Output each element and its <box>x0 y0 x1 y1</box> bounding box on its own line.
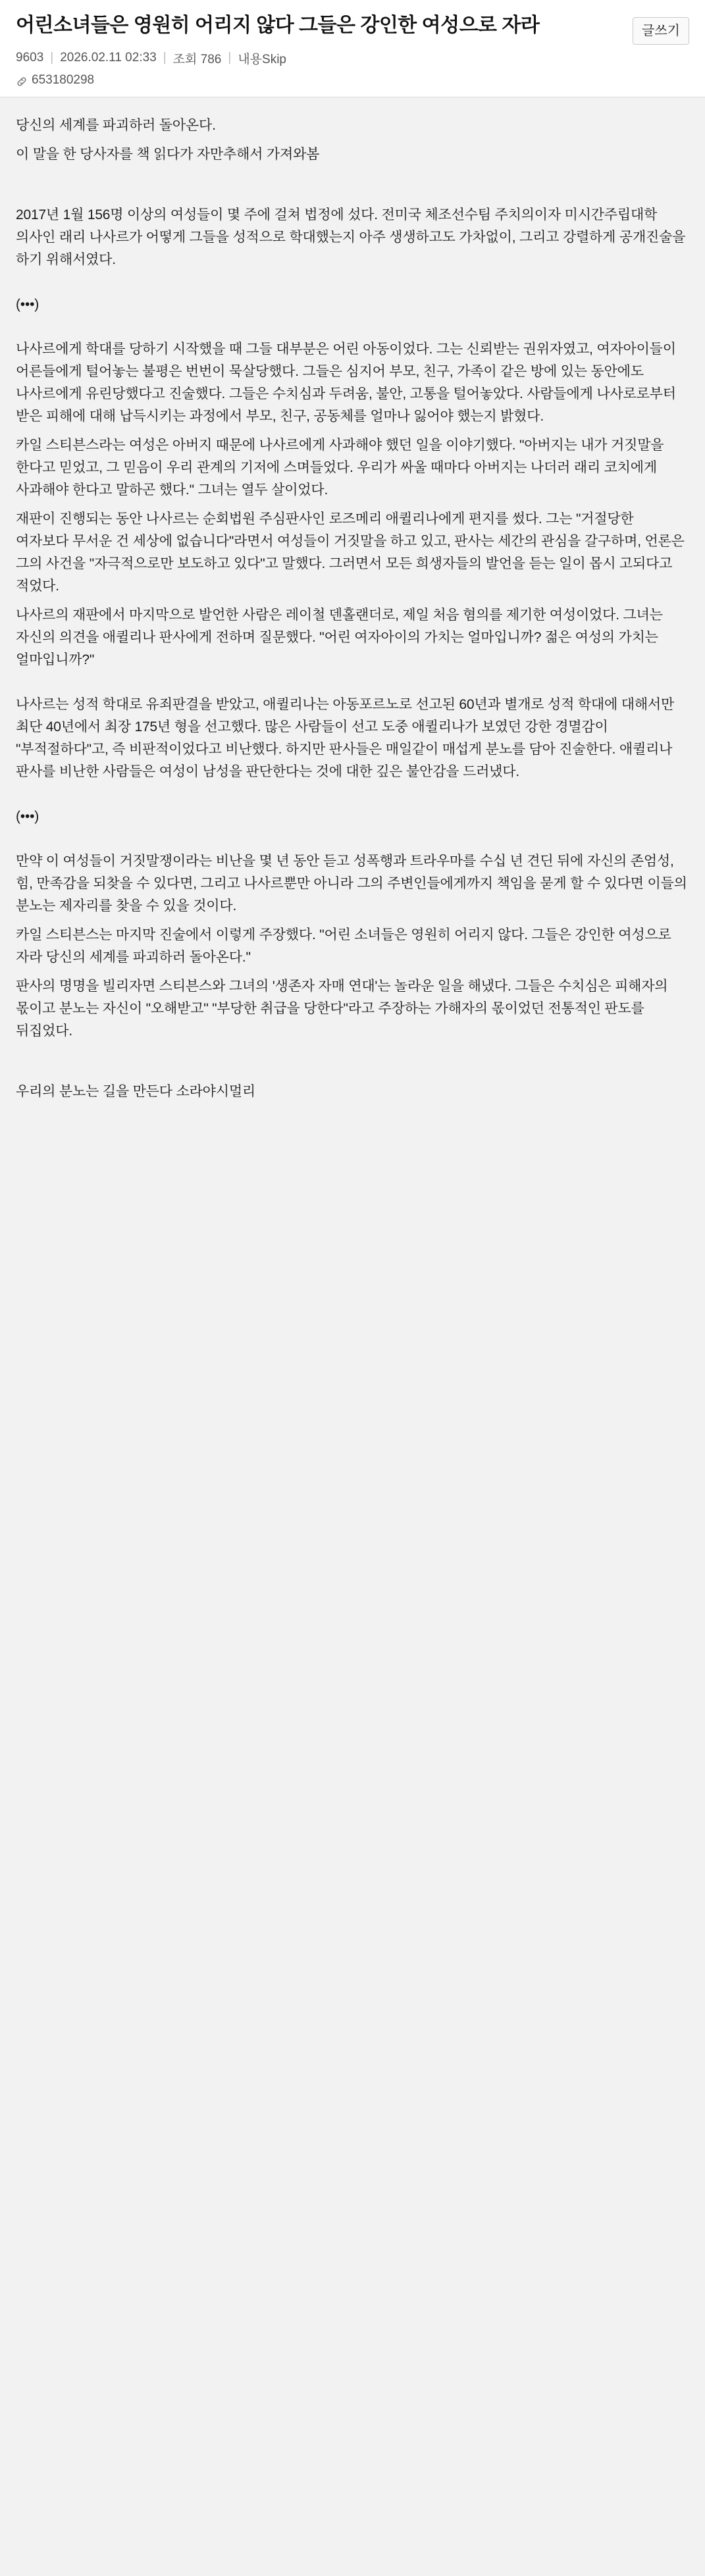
body-paragraph-3: 카일 스티븐스라는 여성은 아버지 때문에 나사르에게 사과해야 했던 일을 이야기했다. "아버지는 내가 거짓말을 한다고 믿었고, 그 믿음이 우리 관계의 기저에 스며들었다. 우리가 싸울 때마다 아버지는 나더러 래리 코치에게 사과해야 한다고 말하곤 했다." 그녀는 열두 살이었다. <box>16 437 664 498</box>
post-date: 2026.02.11 02:33 <box>60 51 157 65</box>
spacer <box>16 137 689 143</box>
intro-line-1: 당신의 세계를 파괴하러 돌아온다. <box>16 117 216 133</box>
body-paragraph-8: 카일 스티븐스는 마지막 진술에서 이렇게 주장했다. "어린 소녀들은 영원히 어리지 않다. 그들은 강인한 여성으로 자라 당신의 세계를 파괴하러 돌아온다." <box>16 927 671 966</box>
body-paragraph-7: 만약 이 여성들이 거짓말쟁이라는 비난을 몇 년 동안 듣고 성폭행과 트라우마를 수십 년 견딘 뒤에 자신의 존엄성, 힘, 만족감을 되찾을 수 있다면, 그리고 나사르뿐만 아니라 그의 주변인들에게까지 책임을 묻게 할 수 있다면 이들의 분노는 제자리를 찾을 수 있을 것이다. <box>16 853 687 914</box>
link-icon <box>16 76 28 88</box>
section-divider-dots-2: (•••) <box>16 808 39 824</box>
spacer <box>16 828 689 850</box>
spacer <box>16 166 689 204</box>
post-number: 9603 <box>16 51 44 65</box>
spacer <box>16 598 689 604</box>
body-paragraph-6: 나사르는 성적 학대로 유죄판결을 받았고, 애퀼리나는 아동포르노로 선고된 60년과 별개로 성적 학대에 대해서만 최단 40년에서 최장 175년 형을 선고했다. 많은 사람들이 선고 도중 애퀼리나가 보였던 강한 경멸감이 "부적절하다"고, 즉 비판적이었다고 비난했다. 하지만 판사들은 매일같이 매섭게 분노를 담아 진술한다. 애퀼리나 판사를 비난한 사람들은 여성이 남성을 판단한다는 것에 대한 깊은 불안감을 드러냈다. <box>16 696 675 779</box>
post-id: 653180298 <box>32 72 95 87</box>
post-body <box>0 97 705 1130</box>
page-title: 어린소녀들은 영원히 어리지 않다 그들은 강인한 여성으로 자라 <box>16 14 540 36</box>
view-count: 조회 786 <box>172 52 222 66</box>
meta-separator: | <box>163 51 167 65</box>
body-paragraph-4: 재판이 진행되는 동안 나사르는 순회법원 주심판사인 로즈메리 애퀼리나에게 편지를 썼다. 그는 "거절당한 여자보다 무서운 건 세상에 없습니다"라면서 여성들이 거짓말을 하고 있고, 판사는 세간의 관심을 갈구하며, 언론은 그의 사건을 "자극적으로만 보도하고 있다"고 말했다. 그러면서 모든 희생자들의 발언을 듣는 일이 몹시 고되다고 적었다. <box>16 511 685 594</box>
spacer <box>16 1043 689 1081</box>
meta-separator: | <box>228 51 232 65</box>
section-divider-dots-1: (•••) <box>16 296 39 312</box>
spacer <box>16 969 689 975</box>
spacer <box>16 271 689 294</box>
spacer <box>16 671 689 694</box>
spacer <box>16 316 689 338</box>
spacer <box>16 502 689 508</box>
body-paragraph-2: 나사르에게 학대를 당하기 시작했을 때 그들 대부분은 어린 아동이었다. 그는 신뢰받는 권위자였고, 여자아이들이 어른들에게 털어놓는 불평은 번번이 묵살당했다. 그들은 심지어 부모, 친구, 가족이 같은 방에 있는 동안에도 나사르에게 유린당했다고 진술했다. 그들은 수치심과 두려움, 불안, 고통을 털어놓았다. 사람들에게 나사로로부터 받은 피해에 대해 납득시키는 과정에서 부모, 친구, 공동체를 얼마나 잃어야 했는지 밝혔다. <box>16 341 676 424</box>
body-paragraph-9: 판사의 명명을 빌리자면 스티븐스와 그녀의 '생존자 자매 연대'는 놀라운 일을 해냈다. 그들은 수치심은 피해자의 몫이고 분노는 자신이 "오해받고" "부당한 취급을 당한다"라고 주장하는 가해자의 몫이었던 전통적인 판도를 뒤집었다. <box>16 979 668 1039</box>
post-header <box>0 0 705 97</box>
intro-line-2: 이 말을 한 당사자를 책 읽다가 자만추해서 가져와봄 <box>16 146 320 162</box>
spacer <box>16 428 689 434</box>
meta-separator: | <box>50 51 54 65</box>
post-id-row <box>16 73 689 88</box>
spacer <box>16 783 689 806</box>
spacer <box>16 917 689 924</box>
write-post-button[interactable]: 글쓰기 <box>633 17 689 45</box>
content-skip-link[interactable]: 내용Skip <box>238 52 286 66</box>
body-closing-line: 우리의 분노는 길을 만든다 소라야시멀리 <box>16 1084 255 1100</box>
post-meta <box>16 49 689 67</box>
body-paragraph-1: 2017년 1월 156명 이상의 여성들이 몇 주에 걸쳐 법정에 섰다. 전미국 체조선수팀 주치의이자 미시간주립대학 의사인 래리 나사르가 어떻게 그들을 성적으로 학대했는지 아주 생생하고도 가차없이, 그리고 강렬하게 공개진술을 하기 위해서였다. <box>16 207 686 267</box>
body-paragraph-5: 나사르의 재판에서 마지막으로 발언한 사람은 레이철 덴홀랜더로, 제일 처음 혐의를 제기한 여성이었다. 그녀는 자신의 의견을 애퀼리나 판사에게 전하며 질문했다. "어린 여자아이의 가치는 얼마입니까? 젊은 여성의 가치는 얼마입니까?" <box>16 607 663 667</box>
